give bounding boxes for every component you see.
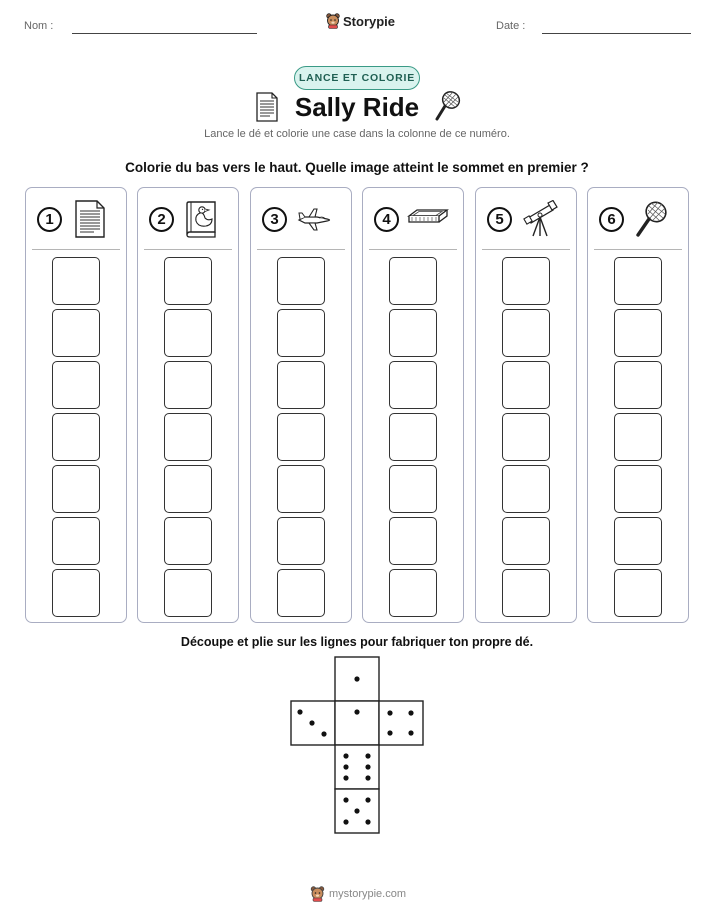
cell-4-1[interactable]	[389, 569, 437, 617]
cell-3-2[interactable]	[277, 517, 325, 565]
cell-4-4[interactable]	[389, 413, 437, 461]
document-icon	[72, 200, 108, 238]
cell-5-5[interactable]	[502, 361, 550, 409]
column-divider	[594, 249, 682, 250]
page-title: Sally Ride	[294, 92, 420, 122]
cell-6-6[interactable]	[614, 309, 662, 357]
cell-6-7[interactable]	[614, 257, 662, 305]
cell-4-3[interactable]	[389, 465, 437, 513]
name-label: Nom :	[24, 20, 54, 32]
cell-5-6[interactable]	[502, 309, 550, 357]
brand-name: Storypie	[343, 13, 396, 29]
column-number: 1	[37, 207, 62, 232]
die-face-left	[291, 701, 335, 745]
column-divider	[482, 249, 570, 250]
cell-1-3[interactable]	[52, 465, 100, 513]
storypie-logo	[326, 13, 395, 29]
tennis-racket-icon	[634, 200, 670, 238]
cell-4-7[interactable]	[389, 257, 437, 305]
trampoline-icon	[407, 200, 449, 238]
cell-1-6[interactable]	[52, 309, 100, 357]
date-label: Date :	[496, 20, 526, 32]
cell-1-7[interactable]	[52, 257, 100, 305]
cell-6-2[interactable]	[614, 517, 662, 565]
column-divider	[369, 249, 457, 250]
footer	[310, 886, 406, 902]
column-3	[250, 187, 352, 623]
footer-url[interactable]: mystorypie.com	[329, 888, 407, 900]
cell-2-6[interactable]	[164, 309, 212, 357]
cell-5-7[interactable]	[502, 257, 550, 305]
cell-3-5[interactable]	[277, 361, 325, 409]
cell-6-5[interactable]	[614, 361, 662, 409]
cell-2-3[interactable]	[164, 465, 212, 513]
column-5	[475, 187, 577, 623]
die-face-right	[379, 701, 423, 745]
cell-3-4[interactable]	[277, 413, 325, 461]
cell-2-4[interactable]	[164, 413, 212, 461]
column-6	[587, 187, 689, 623]
title-row	[0, 90, 714, 124]
cell-2-2[interactable]	[164, 517, 212, 565]
activity-badge: LANCE ET COLORIE	[294, 66, 420, 90]
bear-icon	[310, 886, 325, 902]
cell-1-5[interactable]	[52, 361, 100, 409]
cell-5-1[interactable]	[502, 569, 550, 617]
telescope-icon	[522, 200, 558, 238]
bear-icon	[326, 13, 340, 29]
cell-4-6[interactable]	[389, 309, 437, 357]
die-face-top	[335, 657, 379, 701]
cell-6-4[interactable]	[614, 413, 662, 461]
die-face-center	[335, 701, 379, 745]
cell-2-1[interactable]	[164, 569, 212, 617]
column-number: 2	[149, 207, 174, 232]
cell-2-5[interactable]	[164, 361, 212, 409]
column-2	[137, 187, 239, 623]
cell-1-2[interactable]	[52, 517, 100, 565]
name-line	[72, 33, 257, 34]
cell-5-3[interactable]	[502, 465, 550, 513]
column-number: 6	[599, 207, 624, 232]
cell-2-7[interactable]	[164, 257, 212, 305]
column-number: 3	[262, 207, 287, 232]
column-divider	[144, 249, 232, 250]
cut-instruction: Découpe et plie sur les lignes pour fabriquer ton propre dé.	[180, 635, 534, 649]
subtitle: Lance le dé et colorie une case dans la colonne de ce numéro.	[204, 128, 510, 140]
date-line	[542, 33, 691, 34]
cell-6-1[interactable]	[614, 569, 662, 617]
instruction: Colorie du bas vers le haut. Quelle image atteint le sommet en premier ?	[125, 160, 589, 175]
column-number: 4	[374, 207, 399, 232]
cell-4-2[interactable]	[389, 517, 437, 565]
tennis-racket-icon	[434, 90, 462, 122]
cell-5-4[interactable]	[502, 413, 550, 461]
die-face-lower	[335, 745, 379, 789]
cell-6-3[interactable]	[614, 465, 662, 513]
column-1	[25, 187, 127, 623]
column-4	[362, 187, 464, 623]
column-divider	[257, 249, 345, 250]
cell-1-1[interactable]	[52, 569, 100, 617]
cell-3-6[interactable]	[277, 309, 325, 357]
fighter-jet-icon	[297, 200, 333, 238]
cell-3-1[interactable]	[277, 569, 325, 617]
die-face-bottom	[335, 789, 379, 833]
cell-3-7[interactable]	[277, 257, 325, 305]
cell-1-4[interactable]	[52, 413, 100, 461]
duck-book-icon	[184, 200, 220, 238]
column-number: 5	[487, 207, 512, 232]
cell-4-5[interactable]	[389, 361, 437, 409]
column-divider	[32, 249, 120, 250]
cell-3-3[interactable]	[277, 465, 325, 513]
cell-5-2[interactable]	[502, 517, 550, 565]
